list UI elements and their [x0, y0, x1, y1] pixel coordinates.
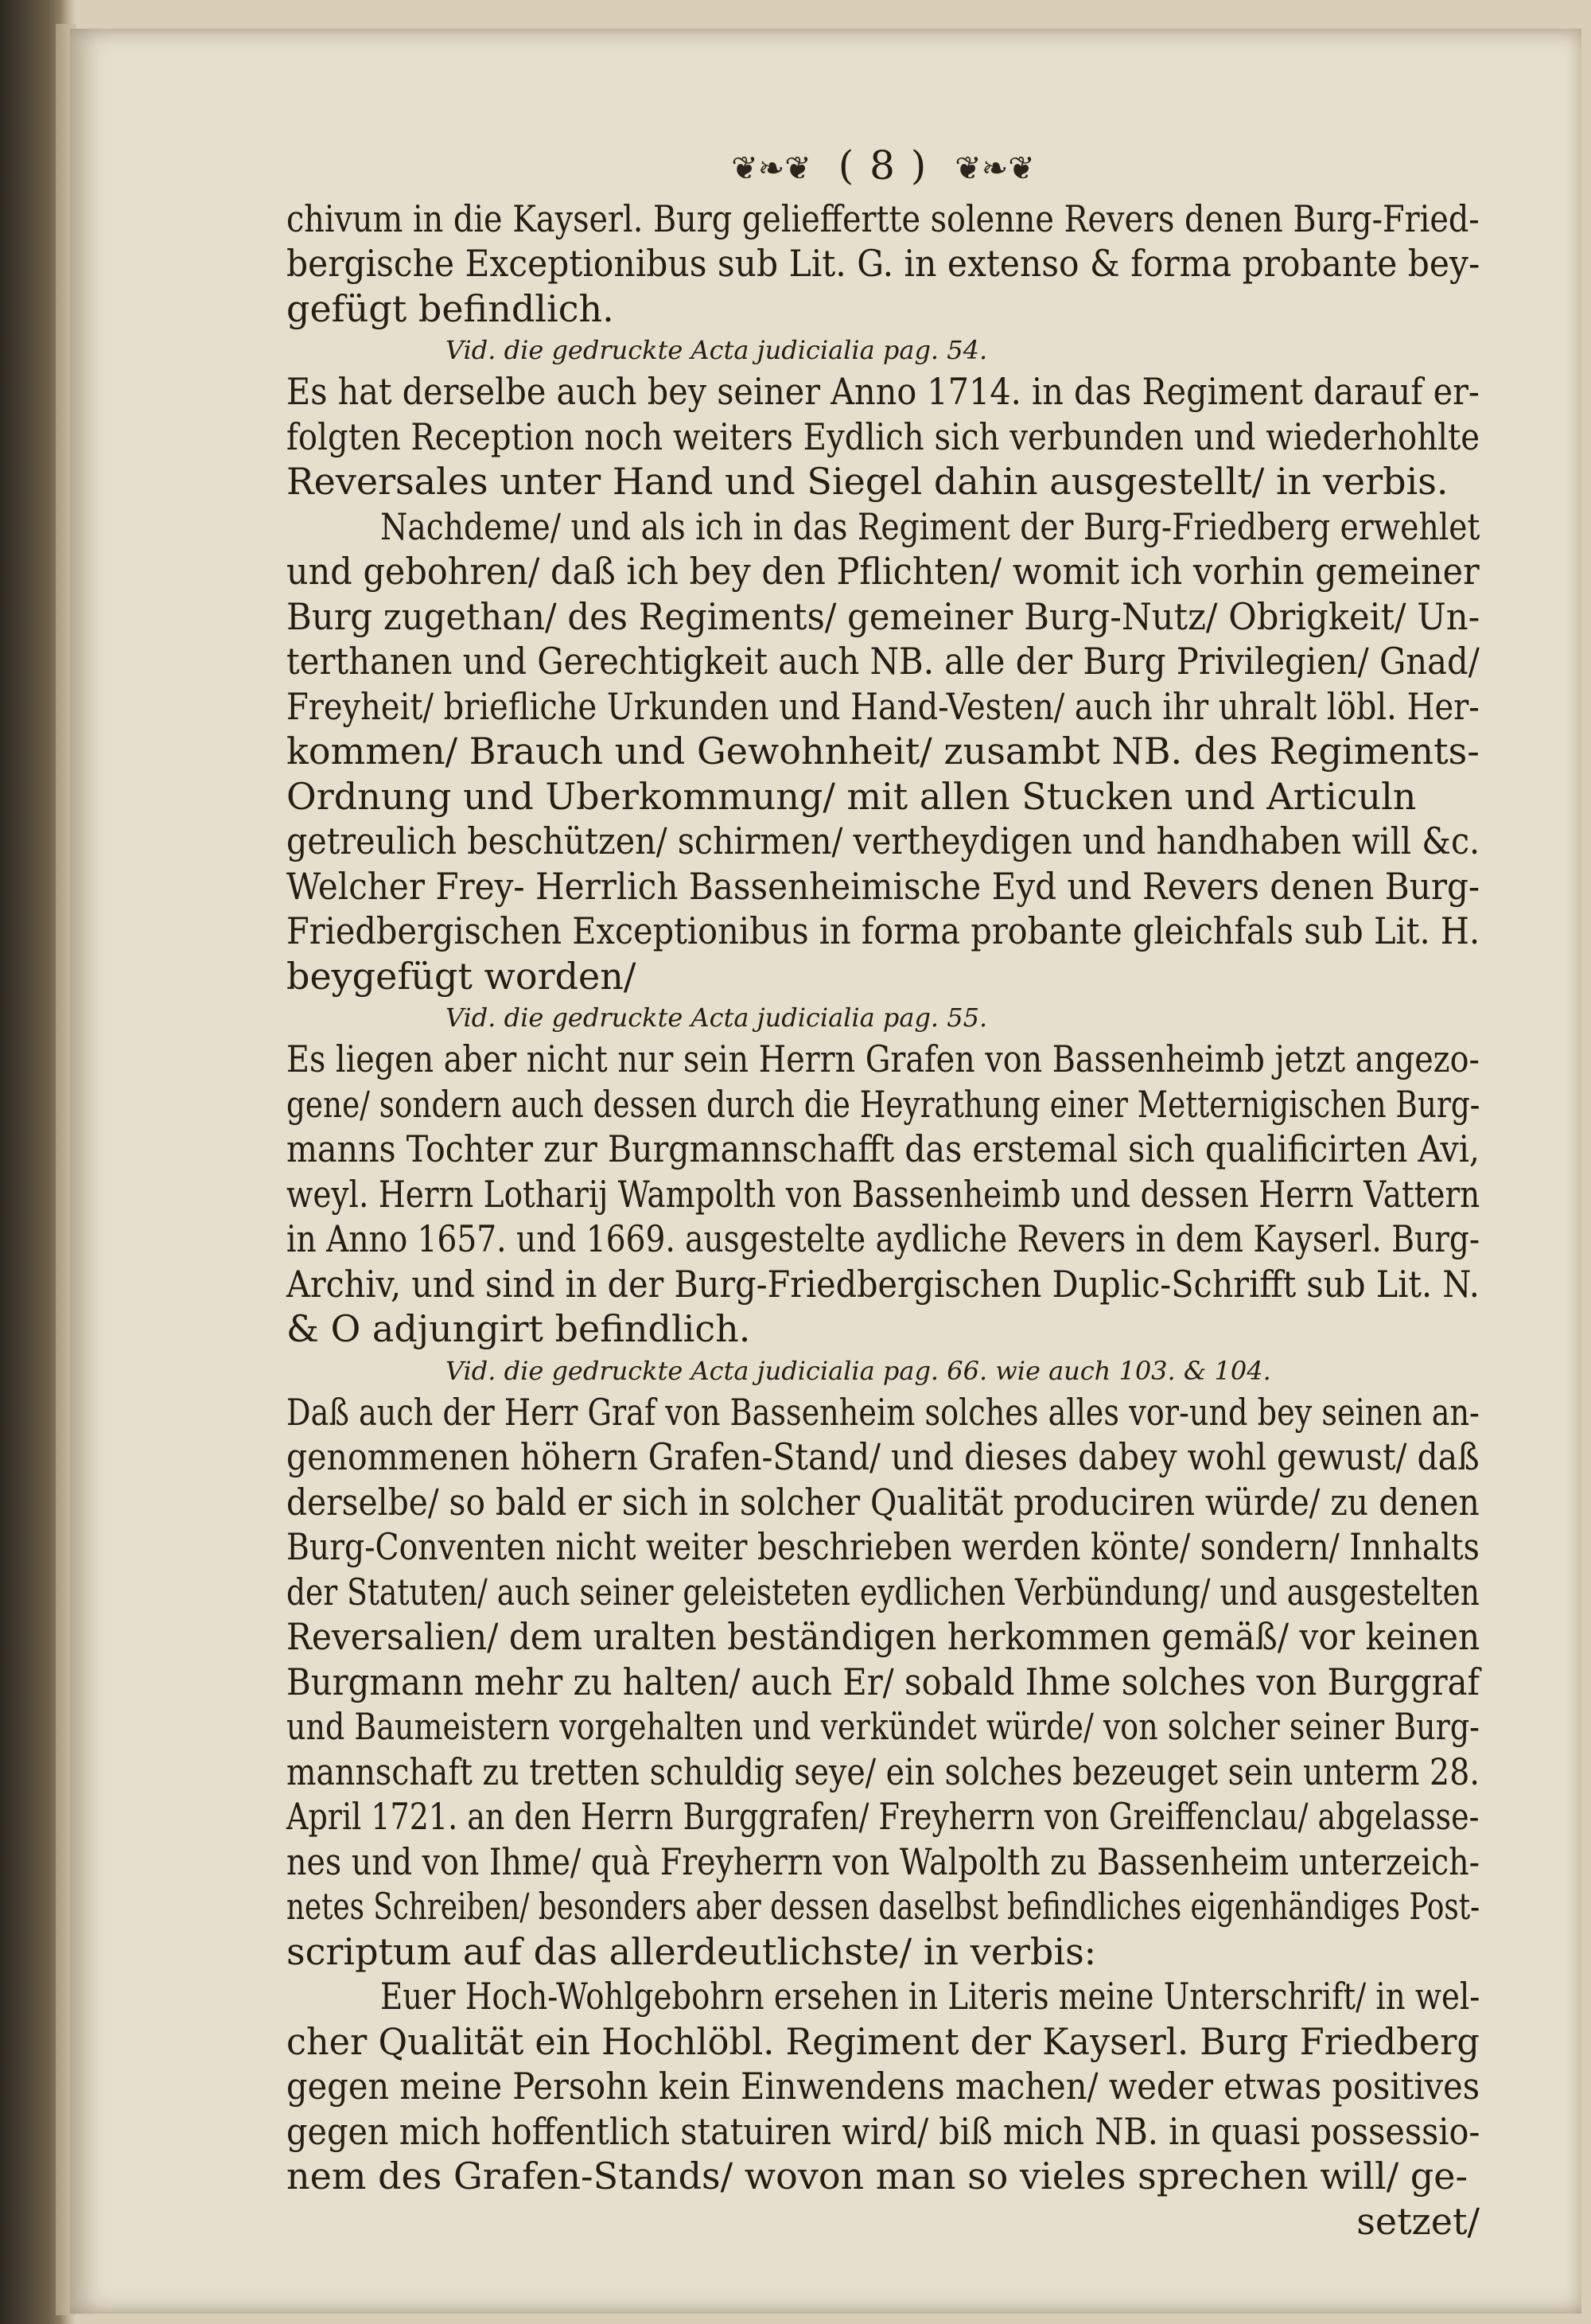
quote-line: gegen meine Persohn kein Einwendens machen/ weder etwas positives	[286, 2065, 1480, 2108]
text-line: netes Schreiben/ besonders aber dessen daselbst befindliches eigenhändiges Post-	[286, 1885, 1480, 1928]
quote-line: terthanen und Gerechtigkeit auch NB. alle der Burg Privilegien/ Gnad/	[286, 640, 1480, 683]
text-line: chivum in die Kayserl. Burg gelieffertte solenne Revers denen Burg-Fried-	[286, 197, 1480, 240]
text-line: nes und von Ihme/ quà Freyherrn von Walpolth zu Bassenheim unterzeich-	[286, 1839, 1480, 1883]
text-line: folgten Reception noch weiters Eydlich sich verbunden und wiederhohlte	[286, 415, 1480, 458]
text-line: & O adjungirt befindlich.	[286, 1307, 751, 1350]
left-ornament-icon: ❦❧❦	[731, 150, 811, 187]
page-number: ( 8 )	[838, 142, 928, 189]
page-content	[286, 143, 1480, 2244]
text-line: in Anno 1657. und 1669. ausgestelte aydliche Revers in dem Kayserl. Burg-	[286, 1217, 1480, 1260]
reference-line: Vid. die gedruckte Acta judicialia pag. 54.	[445, 335, 988, 365]
text-line: April 1721. an den Herrn Burggrafen/ Freyherrn von Greiffenclau/ abgelasse-	[286, 1795, 1480, 1838]
text-line: Es hat derselbe auch bey seiner Anno 1714. in das Regiment darauf er-	[286, 370, 1480, 413]
text-line: mannschaft zu tretten schuldig seye/ ein solches bezeuget sein unterm 28.	[286, 1750, 1480, 1793]
right-ornament-icon: ❦❧❦	[955, 150, 1035, 187]
reference-line: Vid. die gedruckte Acta judicialia pag. 55.	[445, 1002, 988, 1033]
quote-line: Freyheit/ briefliche Urkunden und Hand-Vesten/ auch ihr uhralt löbl. Her-	[286, 684, 1480, 728]
quote-line: getreulich beschützen/ schirmen/ vertheydigen und handhaben will &c.	[286, 819, 1480, 862]
text-line: Reversalien/ dem uralten beständigen herkommen gemäß/ vor keinen	[286, 1615, 1480, 1658]
quote-line: Euer Hoch-Wohlgebohrn ersehen in Literis meine Unterschrift/ in wel-	[380, 1975, 1480, 2018]
text-line: gene/ sondern auch dessen durch die Heyrathung einer Metternigischen Burg-	[286, 1082, 1480, 1126]
text-line: scriptum auf das allerdeutlichste/ in verbis:	[286, 1929, 1097, 1973]
text-line: weyl. Herrn Lotharij Wampolth von Bassenheimb und dessen Herrn Vattern	[286, 1172, 1480, 1216]
quote-line: nem des Grafen-Stands/ wovon man so vieles sprechen will/ ge-	[286, 2155, 1468, 2197]
quote-line: Nachdeme/ und als ich in das Regiment der Burg-Friedberg erwehlet	[380, 504, 1480, 548]
text-line: genommenen höhern Grafen-Stand/ und dieses dabey wohl gewust/ daß	[286, 1435, 1480, 1478]
text-line: Archiv, und sind in der Burg-Friedbergischen Duplic-Schrifft sub Lit. N.	[286, 1262, 1480, 1306]
page-header	[286, 143, 1480, 192]
text-line: Es liegen aber nicht nur sein Herrn Grafen von Bassenheimb jetzt angezo-	[286, 1037, 1480, 1080]
quote-line: kommen/ Brauch und Gewohnheit/ zusambt NB. des Regiments-	[286, 730, 1480, 773]
text-line: beygefügt worden/	[286, 954, 636, 998]
text-line: Burgmann mehr zu halten/ auch Er/ sobald Ihme solches von Burggraf	[286, 1660, 1480, 1703]
text-line: Friedbergischen Exceptionibus in forma probante gleichfals sub Lit. H.	[286, 909, 1480, 952]
text-line: bergische Exceptionibus sub Lit. G. in extenso & forma probante bey-	[286, 242, 1480, 285]
text-line: Reversales unter Hand und Siegel dahin ausgestellt/ in verbis.	[286, 460, 1449, 503]
text-line: Welcher Frey- Herrlich Bassenheimische Eyd und Revers denen Burg-	[286, 864, 1480, 908]
text-line: gefügt befindlich.	[286, 286, 614, 330]
quote-line: Ordnung und Uberkommung/ mit allen Stucken und Articuln	[286, 774, 1417, 818]
text-line: derselbe/ so bald er sich in solcher Qualität produciren würde/ zu denen	[286, 1480, 1480, 1524]
quote-line: Burg zugethan/ des Regiments/ gemeiner Burg-Nutz/ Obrigkeit/ Un-	[286, 594, 1480, 638]
reference-line: Vid. die gedruckte Acta judicialia pag. 66. wie auch 103. & 104.	[445, 1355, 1271, 1386]
text-line: Daß auch der Herr Graf von Bassenheim solches alles vor-und bey seinen an-	[286, 1390, 1480, 1434]
quote-line: und gebohren/ daß ich bey den Pflichten/ womit ich vorhin gemeiner	[286, 550, 1480, 593]
text-line: der Statuten/ auch seiner geleisteten eydlichen Verbündung/ und ausgestelten	[286, 1570, 1480, 1614]
text-line: Burg-Conventen nicht weiter beschrieben werden könte/ sondern/ Innhalts	[286, 1525, 1480, 1568]
quote-line: gegen mich hoffentlich statuiren wird/ biß mich NB. in quasi possessio-	[286, 2109, 1480, 2153]
catchword: setzet/	[1356, 2199, 1480, 2243]
quote-line: cher Qualität ein Hochlöbl. Regiment der Kayserl. Burg Friedberg	[286, 2019, 1480, 2063]
text-line: und Baumeistern vorgehalten und verkündet würde/ von solcher seiner Burg-	[286, 1705, 1480, 1748]
text-line: manns Tochter zur Burgmannschafft das erstemal sich qualificirten Avi,	[286, 1127, 1480, 1170]
